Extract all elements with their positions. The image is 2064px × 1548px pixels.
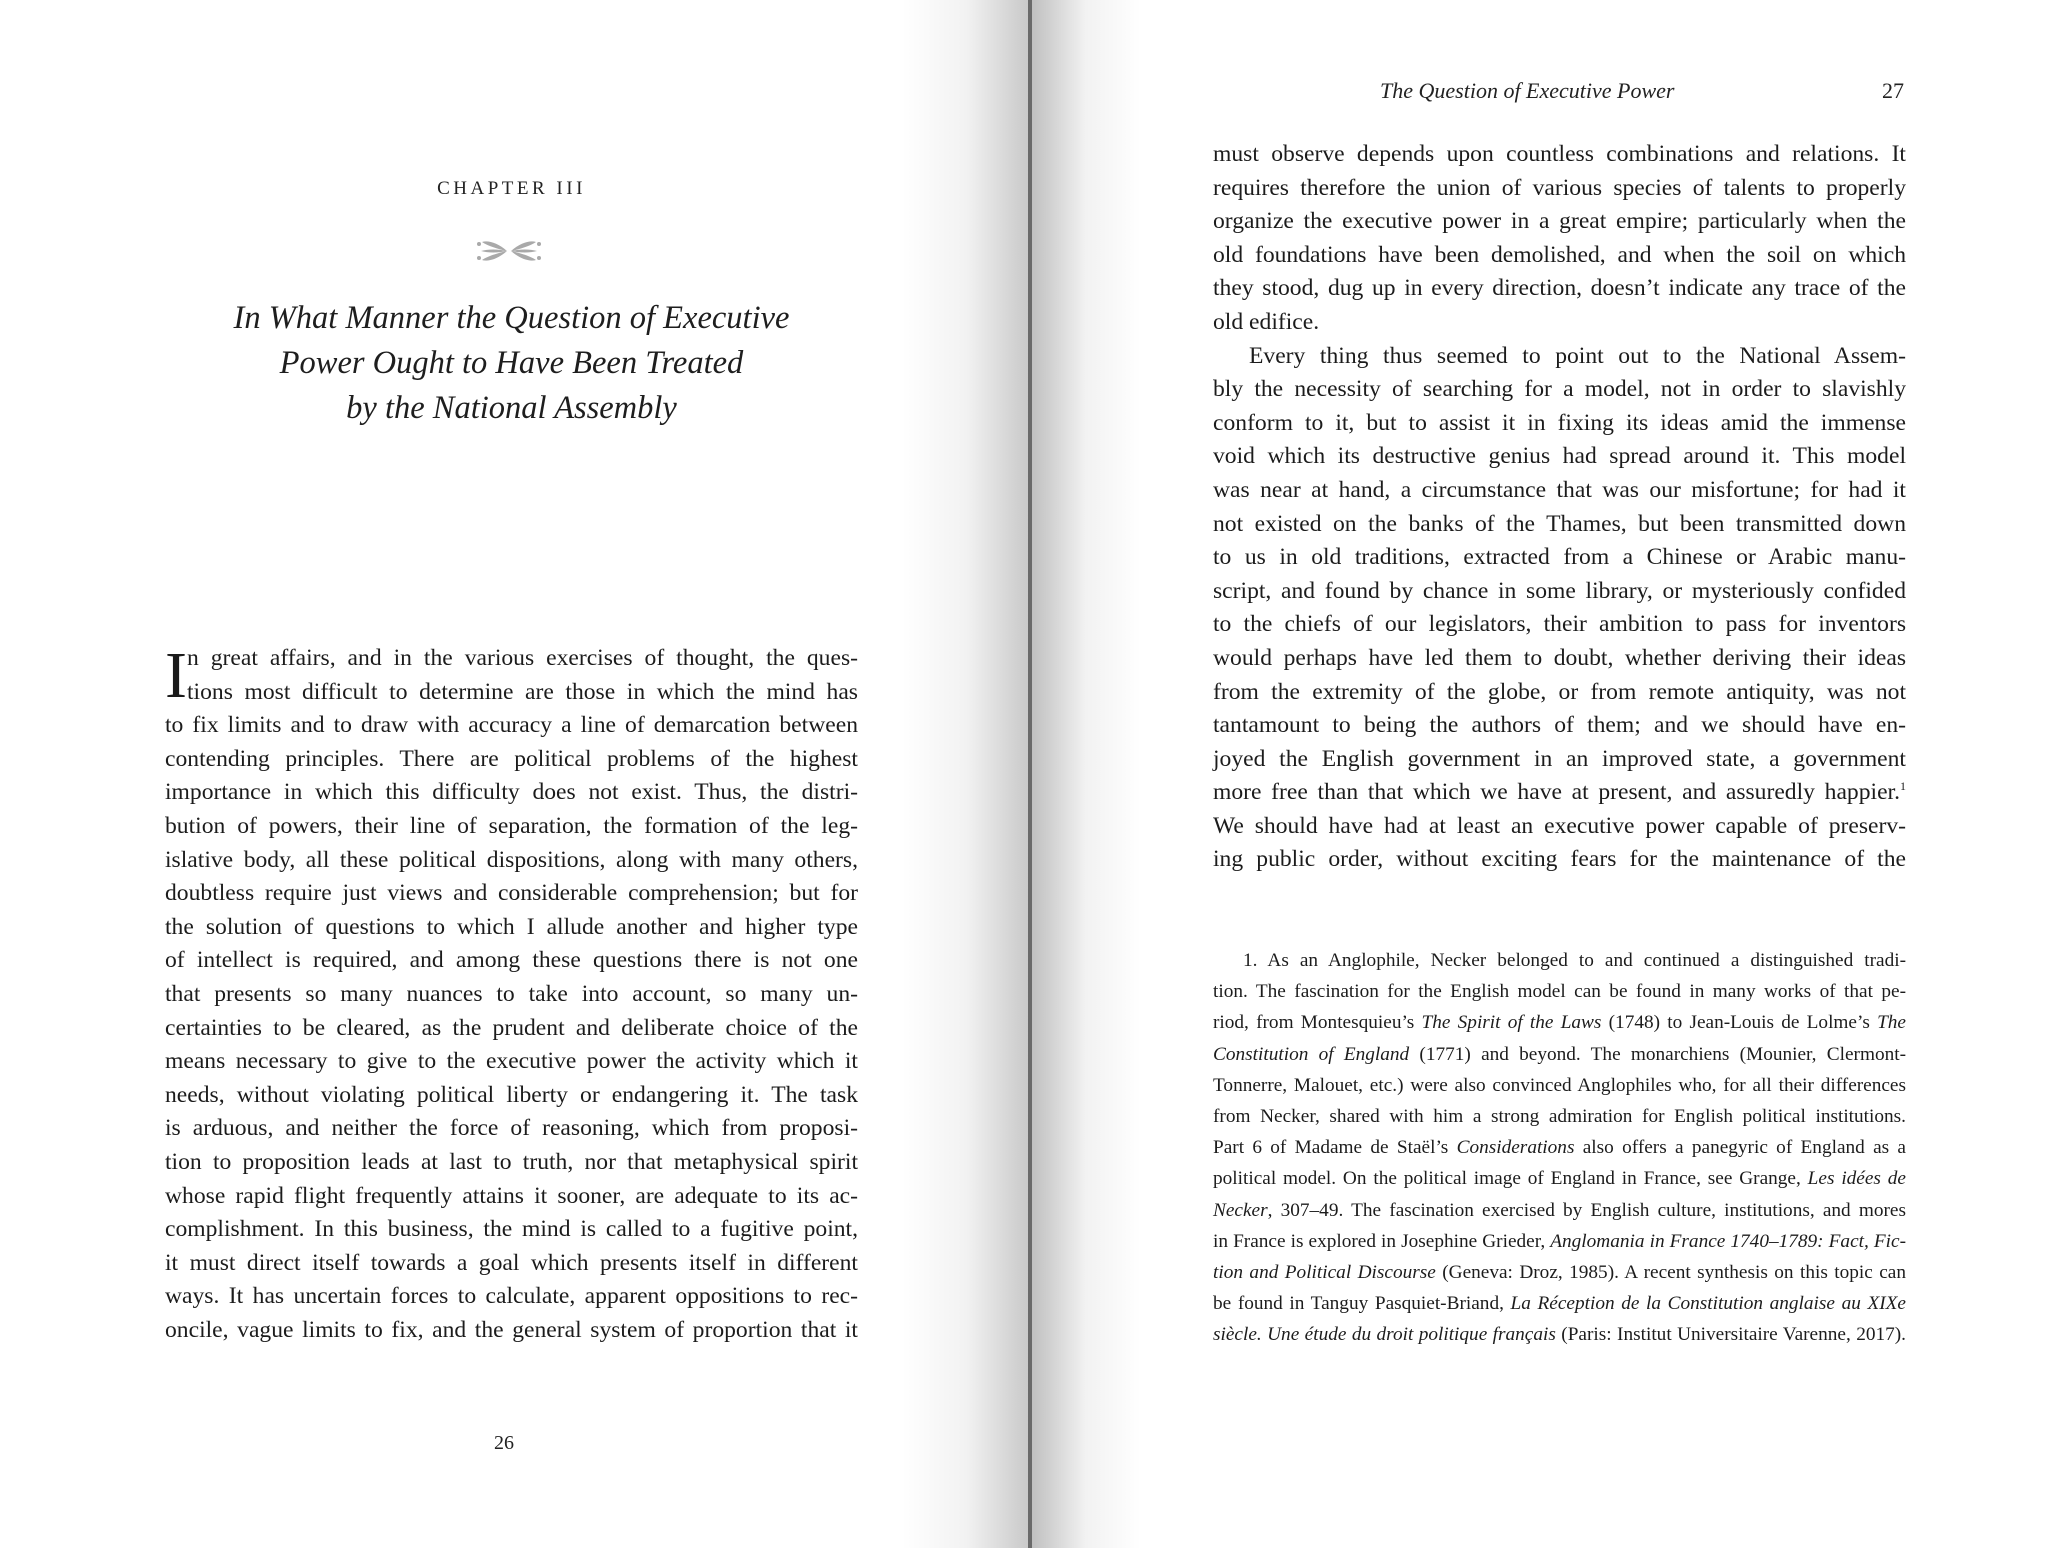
text-line: void which its destructive genius had spread around it. This model	[1213, 443, 1906, 470]
gutter-shadow-right	[1031, 0, 1141, 1548]
text-line: of intellect is required, and among these questions there is not one	[165, 947, 858, 974]
book-gutter	[1028, 0, 1032, 1548]
text-line: script, and found by chance in some library, or mysteriously confided	[1213, 577, 1906, 604]
footnote-text: (1748) to Jean-Louis de Lolme’s	[1601, 1012, 1878, 1034]
text-line: oncile, vague limits to fix, and the general system of proportion that it	[165, 1316, 858, 1343]
footnote-line	[1213, 1319, 1906, 1350]
footnote-italic-title: The	[1877, 1012, 1906, 1034]
left-body-text	[165, 639, 858, 1347]
text-line: old edifice.	[1213, 308, 1320, 335]
footnote-italic-title: The Spirit of the Laws	[1421, 1012, 1602, 1034]
text-line: they stood, dug up in every direction, doesn’t indicate any trace of the	[1213, 275, 1906, 302]
text-line: tantamount to being the authors of them; and we should have en-	[1213, 712, 1906, 739]
text-line-content: more free than that which we have at present, and assuredly happier.	[1213, 779, 1900, 806]
footnote-text: political model. On the political image of England in France, see Grange,	[1213, 1168, 1808, 1190]
text-line: conform to it, but to assist it in fixing its ideas amid the immense	[1213, 409, 1906, 436]
text-line: bly the necessity of searching for a model, not in order to slavishly	[1213, 376, 1906, 403]
footnote-text: Part 6 of Madame de Staël’s	[1213, 1137, 1457, 1159]
footnote-line	[1213, 1195, 1906, 1226]
footnote-line	[1213, 1163, 1906, 1194]
footnote-line	[1213, 1257, 1906, 1288]
text-line: not existed on the banks of the Thames, but been transmitted down	[1213, 510, 1906, 537]
footnote-text: in France is explored in Josephine Grieder,	[1213, 1230, 1551, 1252]
text-line: complishment. In this business, the mind is called to a fugitive point,	[165, 1216, 858, 1243]
text-line: needs, without violating political liberty or endangering it. The task	[165, 1081, 858, 1108]
footnote-text: (1771) and beyond. The monarchiens (Mounier, Clermont-	[1409, 1043, 1906, 1065]
text-line: to us in old traditions, extracted from a Chinese or Arabic manu-	[1213, 544, 1906, 571]
footnote-line	[1213, 1132, 1906, 1163]
text-line: islative body, all these political dispositions, along with many others,	[165, 846, 858, 873]
page-number-right: 27	[1882, 78, 1904, 103]
text-line: means necessary to give to the executive power the activity which it	[165, 1048, 858, 1075]
footnote-line	[1213, 1226, 1906, 1257]
text-line: We should have had at least an executive power capable of preserv-	[1213, 812, 1906, 839]
footnote-italic-title: Considerations	[1456, 1137, 1575, 1159]
footnote	[1213, 945, 1906, 1350]
footnote-text: , 307–49. The fascination exercised by English culture, institutions, and mores	[1267, 1199, 1906, 1221]
text-line: bution of powers, their line of separation, the formation of the leg-	[165, 812, 858, 839]
footnote-italic-title: Constitution of England	[1213, 1043, 1410, 1065]
text-line: joyed the English government in an improved state, a government	[1213, 745, 1906, 772]
fleuron-ornament-icon	[476, 235, 542, 267]
drop-cap: I	[165, 639, 187, 712]
footnote-italic-title: tion and Political Discourse	[1213, 1261, 1436, 1283]
text-line: n great affairs, and in the various exercises of thought, the ques-	[187, 645, 858, 671]
chapter-title	[165, 296, 858, 431]
footnote-italic-title: Necker	[1213, 1199, 1268, 1221]
text-line: from the extremity of the globe, or from remote antiquity, was not	[1213, 678, 1906, 705]
text-line: importance in which this difficulty does not exist. Thus, the distri-	[165, 779, 858, 806]
text-line: that presents so many nuances to take into account, so many un-	[165, 980, 858, 1007]
footnote-text: (Geneva: Droz, 1985). A recent synthesis on this topic can	[1435, 1261, 1906, 1283]
footnote-italic-title: La Réception de la Constitution anglaise au XIXe	[1510, 1293, 1906, 1315]
text-line: ways. It has uncertain forces to calculate, apparent oppositions to rec-	[165, 1283, 858, 1310]
gutter-shadow-left	[901, 0, 1031, 1548]
text-line: would perhaps have led them to doubt, whether deriving their ideas	[1213, 644, 1906, 671]
footnote-line: Tonnerre, Malouet, etc.) were also convinced Anglophiles who, for all their differences	[1213, 1074, 1906, 1096]
text-line: ing public order, without exciting fears for the maintenance of the	[1213, 846, 1906, 873]
page-number-left: 26	[494, 1432, 514, 1454]
footnote-italic-title: Les idées de	[1807, 1168, 1906, 1190]
text-line: contending principles. There are political problems of the highest	[165, 745, 858, 772]
footnote-line: tion. The fascination for the English model can be found in many works of that pe-	[1213, 981, 1906, 1003]
text-line: organize the executive power in a great empire; particularly when the	[1213, 208, 1906, 235]
text-line: was near at hand, a circumstance that was our misfortune; for had it	[1213, 476, 1906, 503]
running-head: The Question of Executive Power	[1380, 78, 1675, 103]
footnote-line	[1213, 1007, 1906, 1038]
text-line: old foundations have been demolished, and when the soil on which	[1213, 241, 1906, 268]
footnote-italic-title: siècle. Une étude du droit politique français	[1213, 1324, 1556, 1346]
footnote-line	[1213, 1039, 1906, 1070]
footnote-text: be found in Tanguy Pasquiet-Briand,	[1213, 1293, 1511, 1315]
text-line: it must direct itself towards a goal which presents itself in different	[165, 1249, 858, 1276]
right-body-text	[1213, 138, 1906, 877]
text-line: is arduous, and neither the force of reasoning, which from proposi-	[165, 1115, 858, 1142]
text-line: tion to proposition leads at last to truth, nor that metaphysical spirit	[165, 1148, 858, 1175]
text-line: certainties to be cleared, as the prudent and deliberate choice of the	[165, 1014, 858, 1041]
text-line: doubtless require just views and considerable comprehension; but for	[165, 880, 858, 907]
text-line: requires therefore the union of various species of talents to properly	[1213, 174, 1906, 201]
text-line: whose rapid flight frequently attains it sooner, are adequate to its ac-	[165, 1182, 858, 1209]
text-line: to the chiefs of our legislators, their ambition to pass for inventors	[1213, 611, 1906, 638]
footnote-line	[1213, 1288, 1906, 1319]
text-line: must observe depends upon countless combinations and relations. It	[1213, 141, 1906, 167]
footnote-text: (Paris: Institut Universitaire Varenne, 2017).	[1555, 1324, 1906, 1346]
chapter-title-line: In What Manner the Question of Executive	[233, 300, 790, 336]
footnote-italic-title: Anglomania in France 1740–1789: Fact, Fic-	[1550, 1230, 1906, 1252]
chapter-title-line: by the National Assembly	[346, 390, 677, 426]
text-line: tions most difficult to determine are those in which the mind has	[187, 678, 858, 705]
text-line: to fix limits and to draw with accuracy a line of demarcation between	[165, 712, 858, 739]
chapter-title-line: Power Ought to Have Been Treated	[279, 345, 744, 381]
text-line: Every thing thus seemed to point out to the National Assem-	[1249, 342, 1906, 369]
footnote-line: 1. As an Anglophile, Necker belonged to and continued a distinguished tradi-	[1243, 950, 1906, 971]
chapter-label: CHAPTER III	[437, 178, 586, 199]
footnote-text: riod, from Montesquieu’s	[1213, 1012, 1422, 1034]
text-line: the solution of questions to which I allude another and higher type	[165, 913, 858, 940]
footnote-text: also offers a panegyric of England as a	[1574, 1137, 1906, 1159]
footnote-reference[interactable]: 1	[1900, 779, 1906, 794]
footnote-line: from Necker, shared with him a strong admiration for English political institutions.	[1213, 1105, 1906, 1127]
text-line	[1213, 776, 1906, 810]
